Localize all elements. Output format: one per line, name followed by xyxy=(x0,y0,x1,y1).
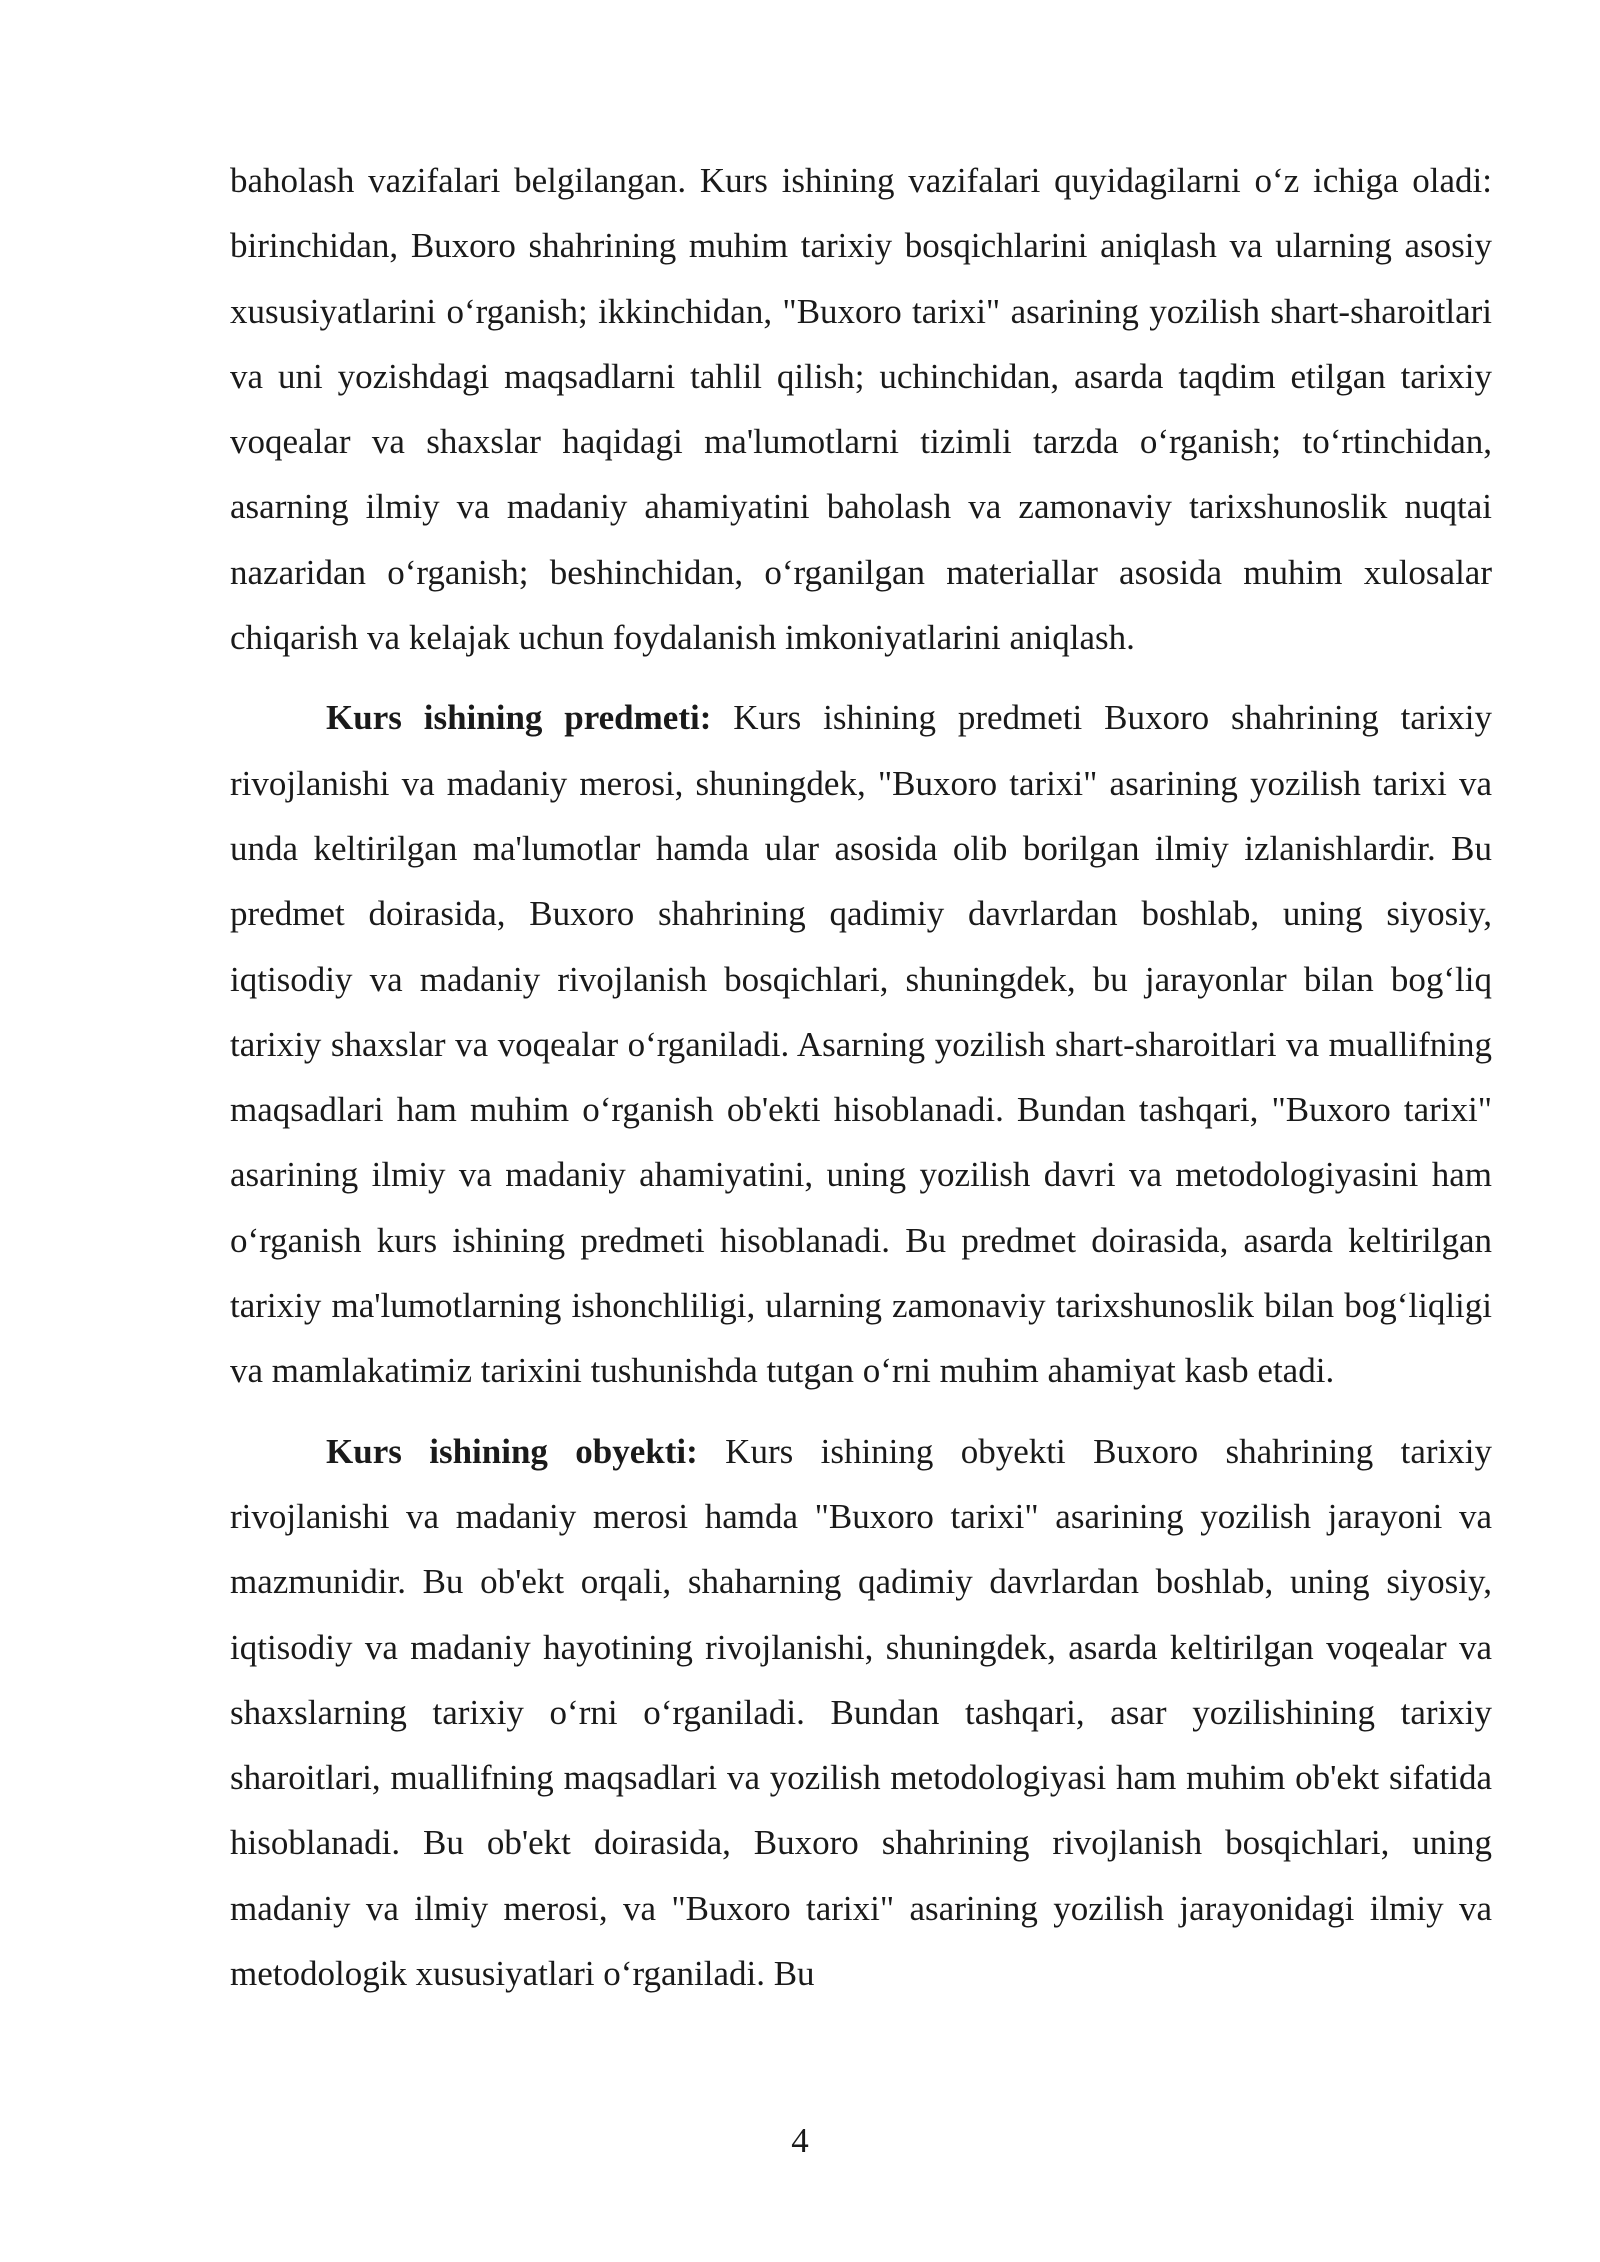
paragraph-text: Kurs ishining predmeti Buxoro shahrining tarixiy rivojlanishi va madaniy merosi, shuningdek, "Buxoro tarixi" asarining yozilish tarixi va unda keltirilgan ma'lumotlar hamda ular asosida olib borilgan ilmiy izlanishlardir. Bu predmet doirasida, Buxoro shahrining qadimiy davrlardan boshlab, uning siyosiy, iqtisodiy va madaniy rivojlanish bosqichlari, shuningdek, bu jarayonlar bilan bog‘liq tarixiy shaxslar va voqealar o‘rganiladi. Asarning yozilish shart-sharoitlari va muallifning maqsadlari ham muhim o‘rganish ob'ekti hisoblanadi. Bundan tashqari, "Buxoro tarixi" asarining ilmiy va madaniy ahamiyatini, uning yozilish davri va metodologiyasini ham o‘rganish kurs ishining predmeti hisoblanadi. Bu predmet doirasida, asarda keltirilgan tarixiy ma'lumotlarning ishonchliligi, ularning zamonaviy tarixshunoslik bilan bog‘liqligi va mamlakatimiz tarixini tushunishda tutgan o‘rni muhim ahamiyat kasb etadi. xyxy=(230,698,1492,1391)
paragraph-object xyxy=(230,1419,1492,2007)
paragraph-text: Kurs ishining obyekti Buxoro shahrining tarixiy rivojlanishi va madaniy merosi hamda "Buxoro tarixi" asarining yozilish jarayoni va mazmunidir. Bu ob'ekt orqali, shaharning qadimiy davrlardan boshlab, uning siyosiy, iqtisodiy va madaniy hayotining rivojlanishi, shuningdek, asarda keltirilgan voqealar va shaxslarning tarixiy o‘rni o‘rganiladi. Bundan tashqari, asar yozilishining tarixiy sharoitlari, muallifning maqsadlari va yozilish metodologiyasi ham muhim ob'ekt sifatida hisoblanadi. Bu ob'ekt doirasida, Buxoro shahrining rivojlanish bosqichlari, uning madaniy va ilmiy merosi, va "Buxoro tarixi" asarining yozilish jarayonidagi ilmiy va metodologik xususiyatlari o‘rganiladi. Bu xyxy=(230,1431,1492,1994)
paragraph-heading: Kurs ishining obyekti: xyxy=(326,1431,698,1471)
page-number: 4 xyxy=(791,2121,809,2160)
paragraph-heading: Kurs ishining predmeti: xyxy=(326,698,712,738)
paragraph-text: baholash vazifalari belgilangan. Kurs ishining vazifalari quyidagilarni o‘z ichiga oladi: birinchidan, Buxoro shahrining muhim tarixiy bosqichlarini aniqlash va ularning asosiy xususiyatlarini o‘rganish; ikkinchidan, "Buxoro tarixi" asarining yozilish shart-sharoitlari va uni yozishdagi maqsadlarni tahlil qilish; uchinchidan, asarda taqdim etilgan tarixiy voqealar va shaxslar haqidagi ma'lumotlarni tizimli tarzda o‘rganish; to‘rtinchidan, asarning ilmiy va madaniy ahamiyatini baholash va zamonaviy tarixshunoslik nuqtai nazaridan o‘rganish; beshinchidan, o‘rganilgan materiallar asosida muhim xulosalar chiqarish va kelajak uchun foydalanish imkoniyatlarini aniqlash. xyxy=(230,161,1492,658)
document-page xyxy=(230,148,1492,2021)
paragraph-tasks xyxy=(230,148,1492,670)
paragraph-subject xyxy=(230,685,1492,1403)
